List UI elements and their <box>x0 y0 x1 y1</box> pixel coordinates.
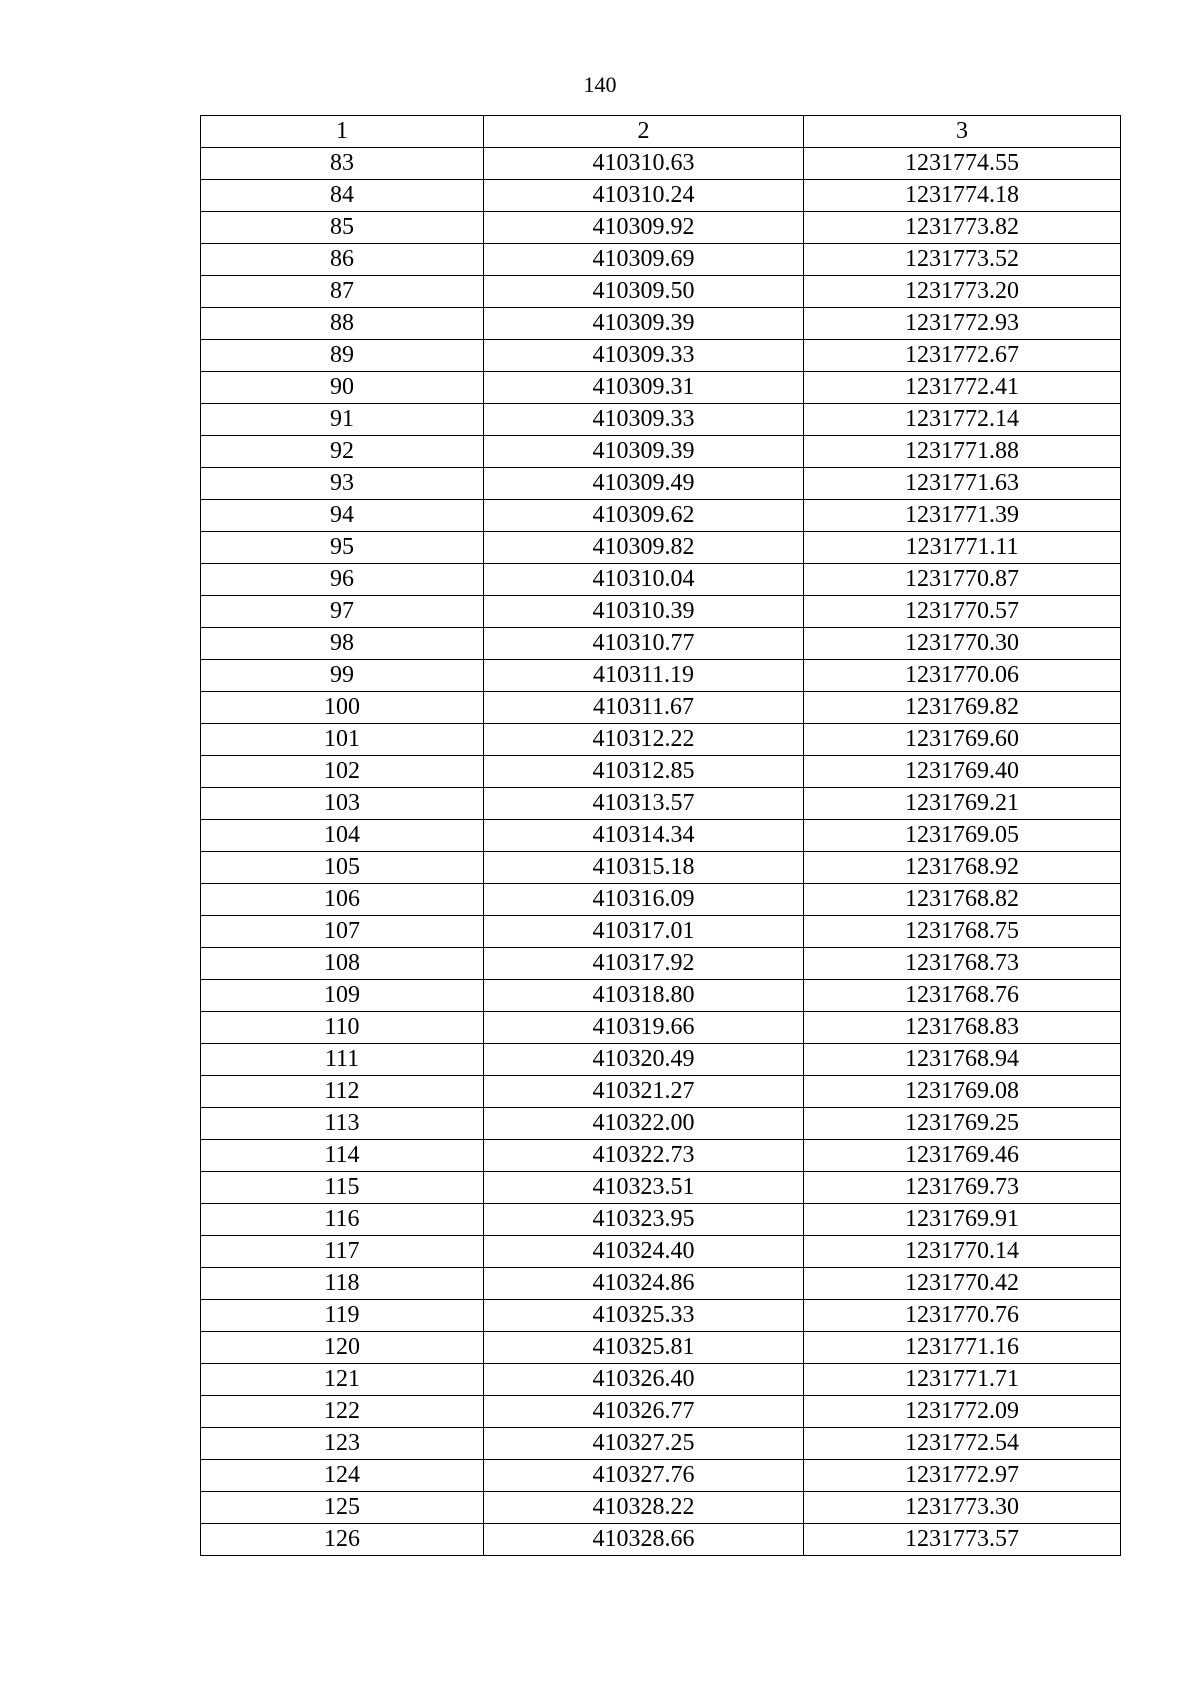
x-coordinate-cell: 410314.34 <box>484 820 804 852</box>
x-coordinate-cell: 410326.77 <box>484 1396 804 1428</box>
x-coordinate-cell: 410325.33 <box>484 1300 804 1332</box>
x-coordinate-cell: 410309.39 <box>484 308 804 340</box>
y-coordinate-cell: 1231773.20 <box>804 276 1121 308</box>
point-number-cell: 125 <box>201 1492 484 1524</box>
table-row <box>201 372 1121 404</box>
point-number-cell: 120 <box>201 1332 484 1364</box>
x-coordinate-cell: 410309.62 <box>484 500 804 532</box>
point-number-cell: 84 <box>201 180 484 212</box>
point-number-cell: 108 <box>201 948 484 980</box>
table-row <box>201 788 1121 820</box>
point-number-cell: 93 <box>201 468 484 500</box>
x-coordinate-cell: 410309.39 <box>484 436 804 468</box>
point-number-cell: 121 <box>201 1364 484 1396</box>
y-coordinate-cell: 1231769.05 <box>804 820 1121 852</box>
x-coordinate-cell: 410327.76 <box>484 1460 804 1492</box>
point-number-cell: 105 <box>201 852 484 884</box>
table-row <box>201 1396 1121 1428</box>
table-row <box>201 212 1121 244</box>
point-number-cell: 96 <box>201 564 484 596</box>
y-coordinate-cell: 1231771.16 <box>804 1332 1121 1364</box>
y-coordinate-cell: 1231770.76 <box>804 1300 1121 1332</box>
y-coordinate-cell: 1231773.30 <box>804 1492 1121 1524</box>
point-number-cell: 117 <box>201 1236 484 1268</box>
point-number-cell: 126 <box>201 1524 484 1556</box>
table-row <box>201 1108 1121 1140</box>
point-number-cell: 104 <box>201 820 484 852</box>
table-row <box>201 1012 1121 1044</box>
x-coordinate-cell: 410311.19 <box>484 660 804 692</box>
page-number: 140 <box>583 72 617 97</box>
point-number-cell: 124 <box>201 1460 484 1492</box>
point-number-cell: 115 <box>201 1172 484 1204</box>
x-coordinate-cell: 410312.85 <box>484 756 804 788</box>
header-cell-2: 2 <box>484 116 804 148</box>
point-number-cell: 92 <box>201 436 484 468</box>
x-coordinate-cell: 410310.77 <box>484 628 804 660</box>
y-coordinate-cell: 1231772.41 <box>804 372 1121 404</box>
point-number-cell: 100 <box>201 692 484 724</box>
y-coordinate-cell: 1231773.82 <box>804 212 1121 244</box>
point-number-cell: 102 <box>201 756 484 788</box>
y-coordinate-cell: 1231771.71 <box>804 1364 1121 1396</box>
table-row <box>201 468 1121 500</box>
table-row <box>201 884 1121 916</box>
x-coordinate-cell: 410318.80 <box>484 980 804 1012</box>
x-coordinate-cell: 410320.49 <box>484 1044 804 1076</box>
point-number-cell: 94 <box>201 500 484 532</box>
point-number-cell: 90 <box>201 372 484 404</box>
table-row <box>201 1524 1121 1556</box>
point-number-cell: 118 <box>201 1268 484 1300</box>
y-coordinate-cell: 1231769.82 <box>804 692 1121 724</box>
x-coordinate-cell: 410324.40 <box>484 1236 804 1268</box>
x-coordinate-cell: 410325.81 <box>484 1332 804 1364</box>
y-coordinate-cell: 1231769.60 <box>804 724 1121 756</box>
table-row <box>201 180 1121 212</box>
y-coordinate-cell: 1231768.76 <box>804 980 1121 1012</box>
table-row <box>201 148 1121 180</box>
x-coordinate-cell: 410309.69 <box>484 244 804 276</box>
point-number-cell: 122 <box>201 1396 484 1428</box>
table-row <box>201 244 1121 276</box>
y-coordinate-cell: 1231772.67 <box>804 340 1121 372</box>
point-number-cell: 116 <box>201 1204 484 1236</box>
table-row <box>201 596 1121 628</box>
table-row <box>201 820 1121 852</box>
point-number-cell: 83 <box>201 148 484 180</box>
y-coordinate-cell: 1231768.73 <box>804 948 1121 980</box>
table-row <box>201 724 1121 756</box>
x-coordinate-cell: 410327.25 <box>484 1428 804 1460</box>
point-number-cell: 109 <box>201 980 484 1012</box>
point-number-cell: 89 <box>201 340 484 372</box>
x-coordinate-cell: 410323.51 <box>484 1172 804 1204</box>
x-coordinate-cell: 410309.82 <box>484 532 804 564</box>
table-row <box>201 1236 1121 1268</box>
x-coordinate-cell: 410309.92 <box>484 212 804 244</box>
y-coordinate-cell: 1231773.57 <box>804 1524 1121 1556</box>
y-coordinate-cell: 1231769.25 <box>804 1108 1121 1140</box>
point-number-cell: 88 <box>201 308 484 340</box>
y-coordinate-cell: 1231770.30 <box>804 628 1121 660</box>
point-number-cell: 86 <box>201 244 484 276</box>
x-coordinate-cell: 410309.33 <box>484 404 804 436</box>
x-coordinate-cell: 410311.67 <box>484 692 804 724</box>
x-coordinate-cell: 410326.40 <box>484 1364 804 1396</box>
y-coordinate-cell: 1231774.55 <box>804 148 1121 180</box>
x-coordinate-cell: 410317.92 <box>484 948 804 980</box>
x-coordinate-cell: 410309.31 <box>484 372 804 404</box>
y-coordinate-cell: 1231769.73 <box>804 1172 1121 1204</box>
table-row <box>201 1492 1121 1524</box>
y-coordinate-cell: 1231770.57 <box>804 596 1121 628</box>
table-row <box>201 1076 1121 1108</box>
y-coordinate-cell: 1231769.91 <box>804 1204 1121 1236</box>
y-coordinate-cell: 1231772.14 <box>804 404 1121 436</box>
header-cell-3: 3 <box>804 116 1121 148</box>
point-number-cell: 114 <box>201 1140 484 1172</box>
x-coordinate-cell: 410309.33 <box>484 340 804 372</box>
y-coordinate-cell: 1231768.75 <box>804 916 1121 948</box>
y-coordinate-cell: 1231769.08 <box>804 1076 1121 1108</box>
x-coordinate-cell: 410328.22 <box>484 1492 804 1524</box>
y-coordinate-cell: 1231770.06 <box>804 660 1121 692</box>
x-coordinate-cell: 410324.86 <box>484 1268 804 1300</box>
y-coordinate-cell: 1231770.87 <box>804 564 1121 596</box>
x-coordinate-cell: 410310.63 <box>484 148 804 180</box>
y-coordinate-cell: 1231774.18 <box>804 180 1121 212</box>
table-body <box>201 148 1121 1556</box>
table-row <box>201 1460 1121 1492</box>
x-coordinate-cell: 410323.95 <box>484 1204 804 1236</box>
point-number-cell: 87 <box>201 276 484 308</box>
table-row <box>201 564 1121 596</box>
table-row <box>201 1364 1121 1396</box>
table-row <box>201 852 1121 884</box>
point-number-cell: 103 <box>201 788 484 820</box>
table-row <box>201 980 1121 1012</box>
y-coordinate-cell: 1231773.52 <box>804 244 1121 276</box>
table-row <box>201 308 1121 340</box>
y-coordinate-cell: 1231772.54 <box>804 1428 1121 1460</box>
x-coordinate-cell: 410316.09 <box>484 884 804 916</box>
point-number-cell: 99 <box>201 660 484 692</box>
y-coordinate-cell: 1231769.21 <box>804 788 1121 820</box>
table-row <box>201 1204 1121 1236</box>
table-row <box>201 1332 1121 1364</box>
coordinates-table <box>200 115 1121 1556</box>
header-cell-1: 1 <box>201 116 484 148</box>
point-number-cell: 91 <box>201 404 484 436</box>
table-row <box>201 532 1121 564</box>
y-coordinate-cell: 1231768.83 <box>804 1012 1121 1044</box>
y-coordinate-cell: 1231771.63 <box>804 468 1121 500</box>
y-coordinate-cell: 1231770.14 <box>804 1236 1121 1268</box>
table-row <box>201 660 1121 692</box>
y-coordinate-cell: 1231772.97 <box>804 1460 1121 1492</box>
x-coordinate-cell: 410312.22 <box>484 724 804 756</box>
y-coordinate-cell: 1231771.88 <box>804 436 1121 468</box>
y-coordinate-cell: 1231772.93 <box>804 308 1121 340</box>
y-coordinate-cell: 1231770.42 <box>804 1268 1121 1300</box>
table-row <box>201 628 1121 660</box>
x-coordinate-cell: 410322.73 <box>484 1140 804 1172</box>
table-row <box>201 1172 1121 1204</box>
x-coordinate-cell: 410310.04 <box>484 564 804 596</box>
x-coordinate-cell: 410310.39 <box>484 596 804 628</box>
y-coordinate-cell: 1231769.46 <box>804 1140 1121 1172</box>
x-coordinate-cell: 410315.18 <box>484 852 804 884</box>
table-row <box>201 436 1121 468</box>
table-row <box>201 692 1121 724</box>
table-row <box>201 1044 1121 1076</box>
table-row <box>201 916 1121 948</box>
y-coordinate-cell: 1231769.40 <box>804 756 1121 788</box>
x-coordinate-cell: 410309.50 <box>484 276 804 308</box>
x-coordinate-cell: 410309.49 <box>484 468 804 500</box>
point-number-cell: 106 <box>201 884 484 916</box>
table-row <box>201 756 1121 788</box>
table-row <box>201 948 1121 980</box>
point-number-cell: 97 <box>201 596 484 628</box>
table-row <box>201 404 1121 436</box>
table-row <box>201 340 1121 372</box>
table-row <box>201 1268 1121 1300</box>
point-number-cell: 112 <box>201 1076 484 1108</box>
point-number-cell: 111 <box>201 1044 484 1076</box>
point-number-cell: 123 <box>201 1428 484 1460</box>
table-row <box>201 1140 1121 1172</box>
point-number-cell: 110 <box>201 1012 484 1044</box>
table-row <box>201 276 1121 308</box>
table-row <box>201 1300 1121 1332</box>
table-row <box>201 1428 1121 1460</box>
point-number-cell: 101 <box>201 724 484 756</box>
y-coordinate-cell: 1231772.09 <box>804 1396 1121 1428</box>
point-number-cell: 107 <box>201 916 484 948</box>
y-coordinate-cell: 1231771.39 <box>804 500 1121 532</box>
x-coordinate-cell: 410313.57 <box>484 788 804 820</box>
point-number-cell: 113 <box>201 1108 484 1140</box>
x-coordinate-cell: 410322.00 <box>484 1108 804 1140</box>
x-coordinate-cell: 410328.66 <box>484 1524 804 1556</box>
x-coordinate-cell: 410317.01 <box>484 916 804 948</box>
point-number-cell: 119 <box>201 1300 484 1332</box>
point-number-cell: 95 <box>201 532 484 564</box>
y-coordinate-cell: 1231768.82 <box>804 884 1121 916</box>
y-coordinate-cell: 1231768.92 <box>804 852 1121 884</box>
table-header-row <box>201 116 1121 148</box>
x-coordinate-cell: 410310.24 <box>484 180 804 212</box>
point-number-cell: 85 <box>201 212 484 244</box>
x-coordinate-cell: 410321.27 <box>484 1076 804 1108</box>
point-number-cell: 98 <box>201 628 484 660</box>
x-coordinate-cell: 410319.66 <box>484 1012 804 1044</box>
y-coordinate-cell: 1231771.11 <box>804 532 1121 564</box>
y-coordinate-cell: 1231768.94 <box>804 1044 1121 1076</box>
table-row <box>201 500 1121 532</box>
